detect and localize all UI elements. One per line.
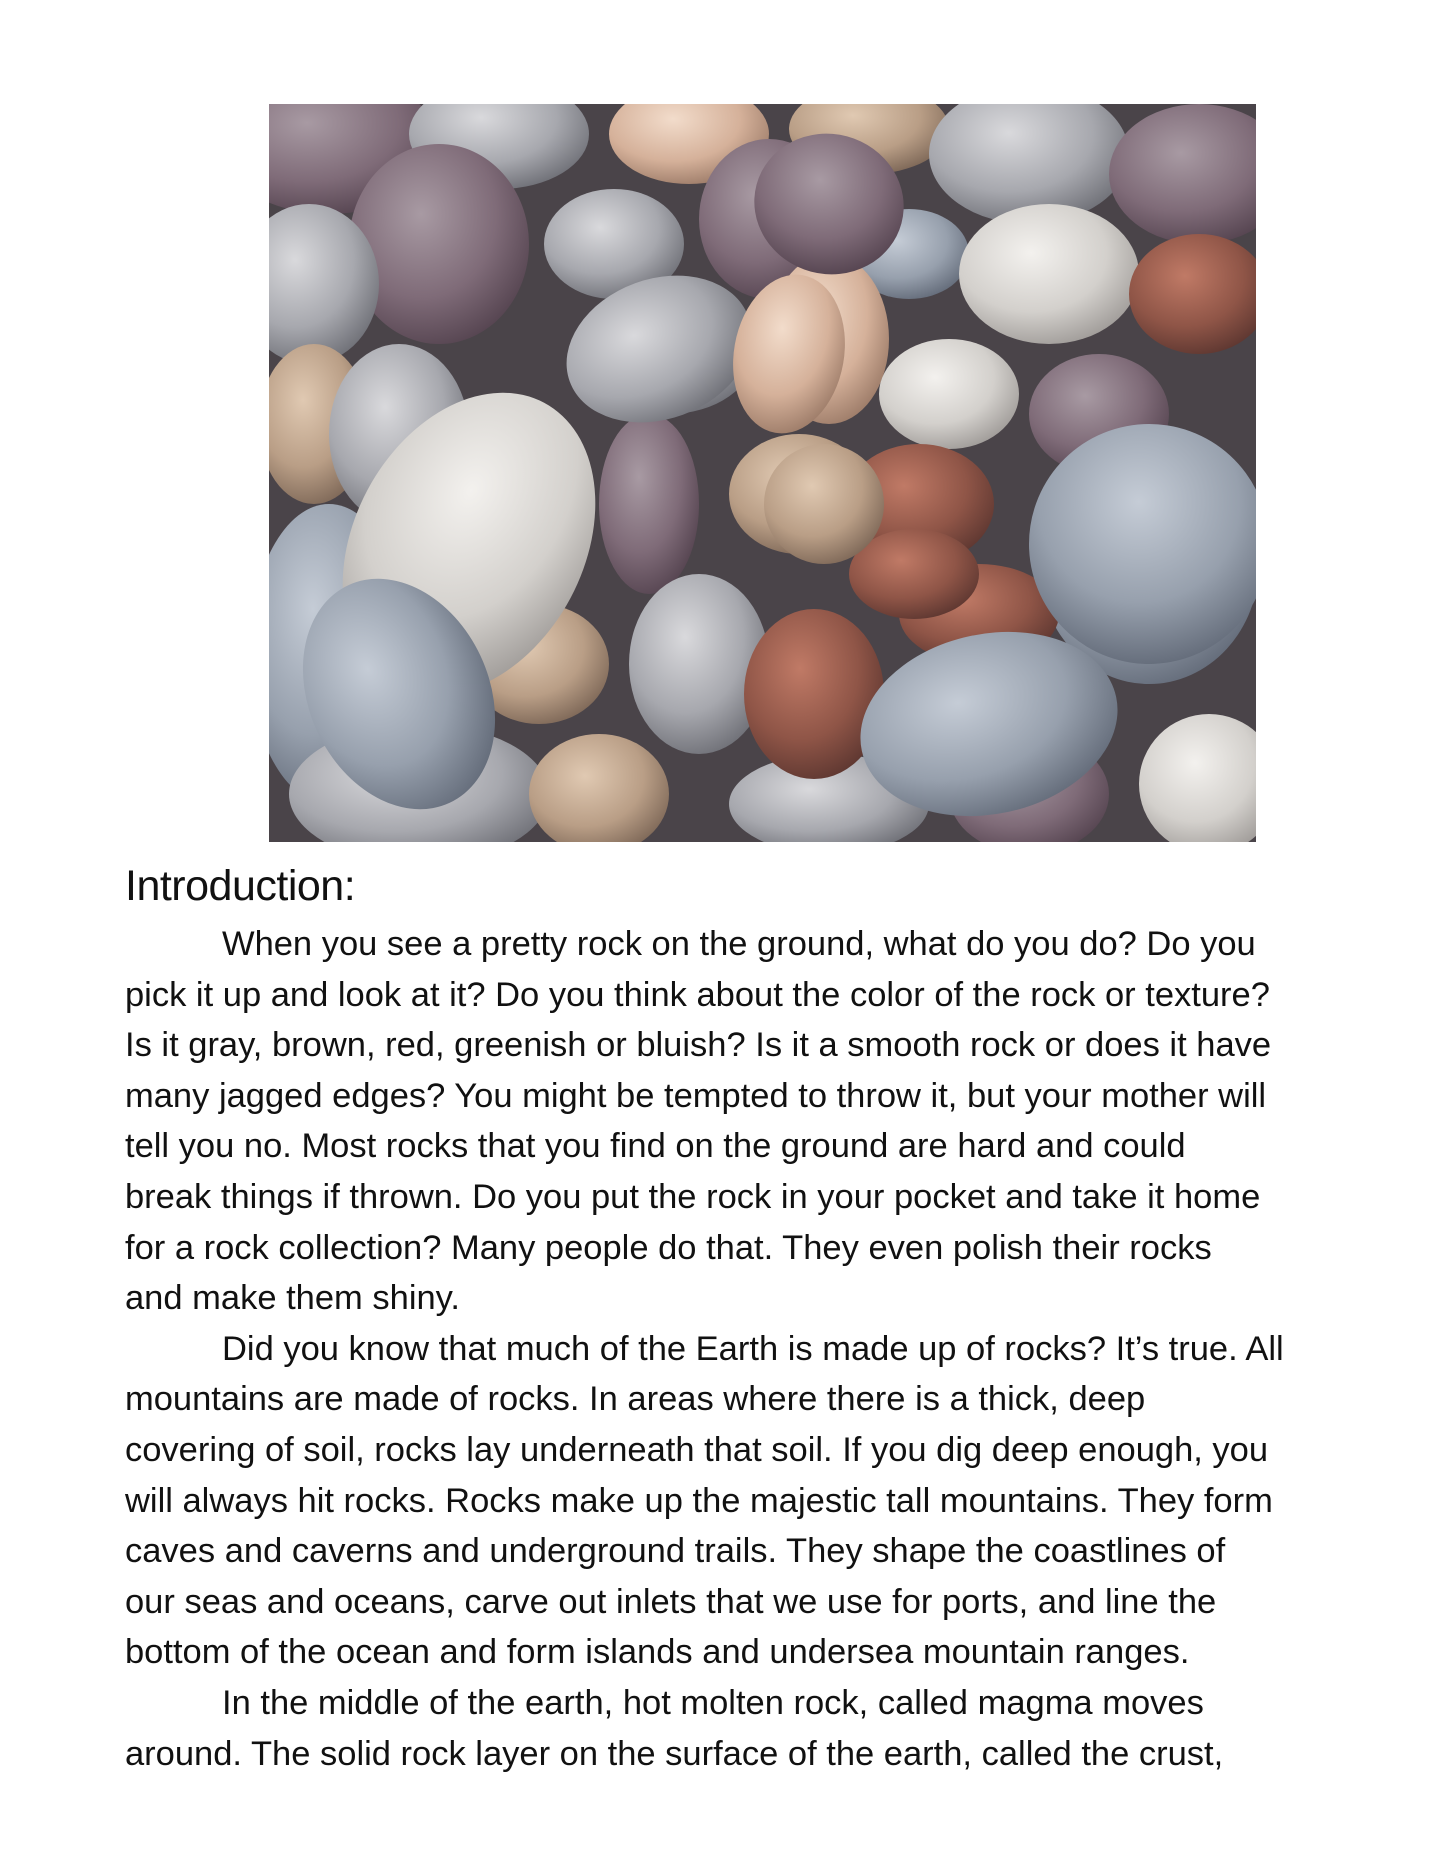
text-line: When you see a pretty rock on the ground, what do you do? Do you xyxy=(222,925,1256,963)
text-line: for a rock collection? Many people do that. They even polish their rocks xyxy=(125,1228,1212,1267)
page-heading: Introduction: xyxy=(125,862,356,910)
text-line: mountains are made of rocks. In areas where there is a thick, deep xyxy=(125,1380,1146,1419)
rocks-photo xyxy=(269,104,1256,842)
body-text xyxy=(125,919,1395,1779)
text-line: will always hit rocks. Rocks make up the majestic tall mountains. They form xyxy=(125,1481,1273,1520)
text-line: tell you no. Most rocks that you find on the ground are hard and could xyxy=(125,1127,1186,1166)
paragraph xyxy=(125,1324,1395,1678)
text-line: around. The solid rock layer on the surface of the earth, called the crust, xyxy=(125,1734,1224,1773)
paragraph xyxy=(125,1678,1395,1779)
text-line: covering of soil, rocks lay underneath that soil. If you dig deep enough, you xyxy=(125,1430,1269,1469)
text-line: many jagged edges? You might be tempted to throw it, but your mother will xyxy=(125,1076,1267,1115)
text-line: pick it up and look at it? Do you think about the color of the rock or texture? xyxy=(125,975,1270,1014)
text-line: Did you know that much of the Earth is made up of rocks? It’s true. All xyxy=(222,1329,1284,1368)
text-line: our seas and oceans, carve out inlets that we use for ports, and line the xyxy=(125,1582,1217,1621)
text-line: break things if thrown. Do you put the rock in your pocket and take it home xyxy=(125,1177,1261,1216)
text-line: bottom of the ocean and form islands and undersea mountain ranges. xyxy=(125,1633,1190,1672)
text-line: Is it gray, brown, red, greenish or bluish? Is it a smooth rock or does it have xyxy=(125,1026,1272,1065)
text-line: and make them shiny. xyxy=(125,1279,460,1318)
text-line: In the middle of the earth, hot molten rock, called magma moves xyxy=(222,1683,1204,1722)
paragraph xyxy=(125,919,1395,1324)
text-line: caves and caverns and underground trails. They shape the coastlines of xyxy=(125,1532,1226,1571)
